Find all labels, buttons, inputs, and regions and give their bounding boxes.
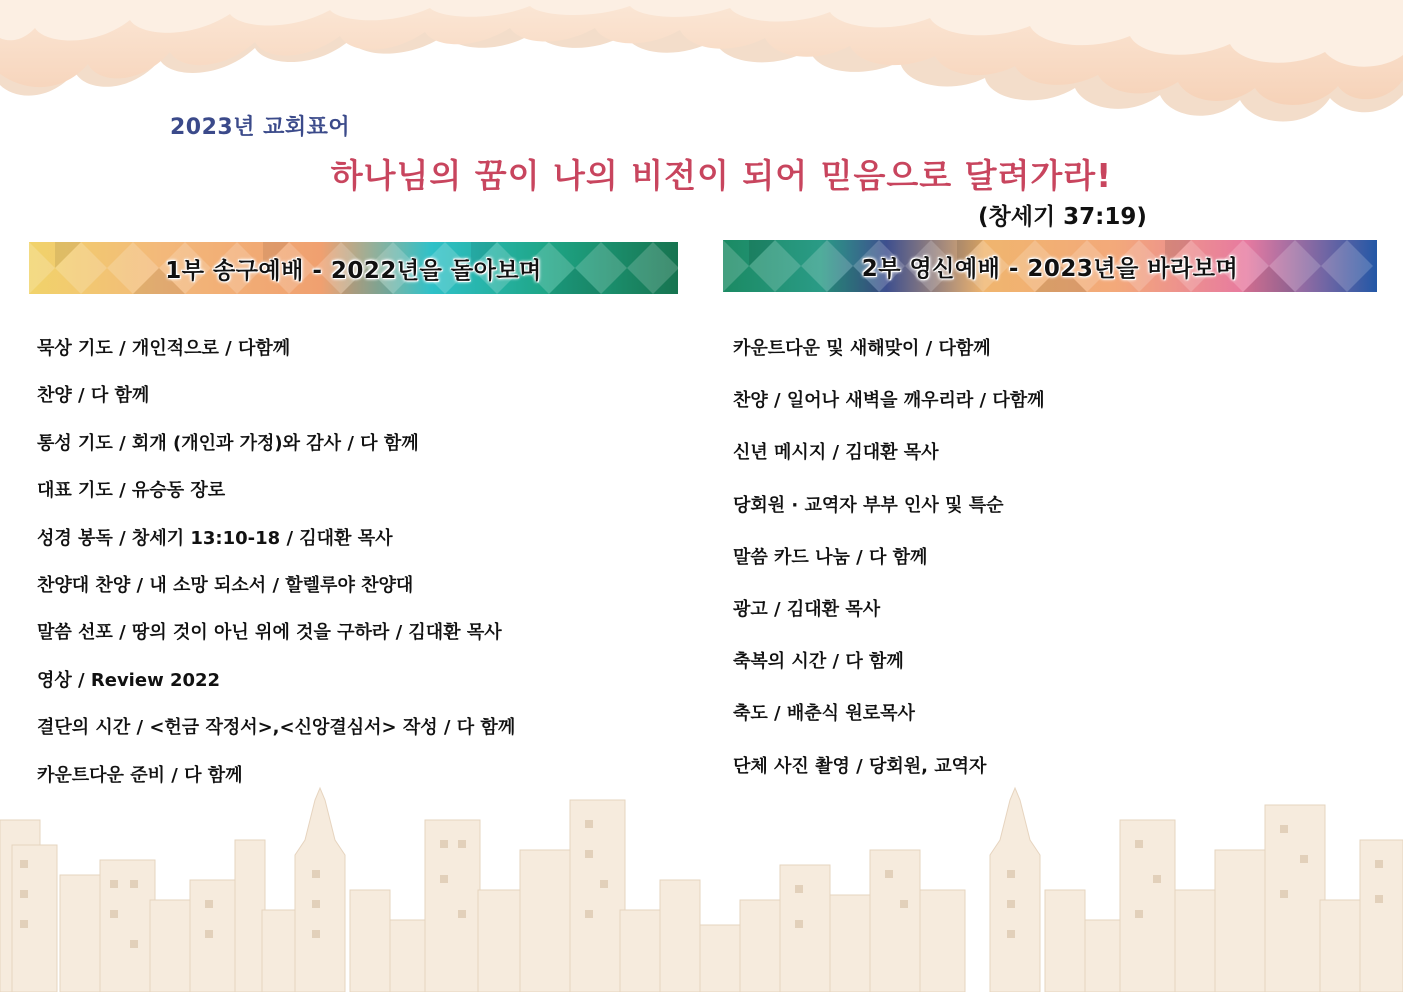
list-item: 대표 기도 / 유승동 장로 — [37, 480, 226, 502]
list-item: 축도 / 배춘식 원로목사 — [733, 703, 915, 725]
list-item: 단체 사진 촬영 / 당회원, 교역자 — [733, 755, 987, 777]
list-item: 찬양 / 다 함께 — [37, 385, 150, 407]
list-item: 찬양 / 일어나 새벽을 깨우리라 / 다함께 — [733, 390, 1045, 412]
part1-banner-title: 1부 송구예배 - 2022년을 돌아보며 — [165, 257, 542, 284]
list-item: 카운트다운 준비 / 다 함께 — [37, 764, 243, 786]
part2-program-list — [733, 336, 1045, 806]
list-item: 결단의 시간 / <헌금 작정서>,<신앙결심서> 작성 / 다 함께 — [37, 717, 516, 739]
year-title: 2023년 교회표어 — [170, 115, 351, 140]
bible-verse-reference: (창세기 37:19) — [978, 204, 1147, 230]
part1-banner — [29, 242, 678, 294]
list-item: 묵상 기도 / 개인적으로 / 다함께 — [37, 338, 291, 359]
part1-program-list — [37, 336, 515, 810]
list-item: 카운트다운 및 새해맞이 / 다함께 — [733, 338, 991, 359]
list-item: 축복의 시간 / 다 함께 — [733, 651, 904, 673]
list-item: 말씀 카드 나눔 / 다 함께 — [733, 546, 928, 568]
list-item: 성경 봉독 / 창세기 13:10-18 / 김대환 목사 — [37, 527, 393, 549]
list-item: 광고 / 김대환 목사 — [733, 598, 881, 620]
part2-banner — [723, 240, 1377, 292]
part2-banner-title: 2부 영신예배 - 2023년을 바라보며 — [861, 255, 1239, 282]
church-motto: 하나님의 꿈이 나의 비전이 되어 믿음으로 달려가라! — [330, 156, 1113, 195]
city-skyline-decoration — [0, 780, 1403, 992]
list-item: 영상 / Review 2022 — [37, 669, 221, 691]
list-item: 찬양대 찬양 / 내 소망 되소서 / 할렐루야 찬양대 — [37, 574, 414, 596]
list-item: 신년 메시지 / 김대환 목사 — [733, 442, 939, 464]
list-item: 말씀 선포 / 땅의 것이 아닌 위에 것을 구하라 / 김대환 목사 — [37, 622, 502, 644]
list-item: 통성 기도 / 회개 (개인과 가정)와 감사 / 다 함께 — [37, 432, 419, 454]
list-item: 당회원 · 교역자 부부 인사 및 특순 — [733, 494, 1004, 516]
